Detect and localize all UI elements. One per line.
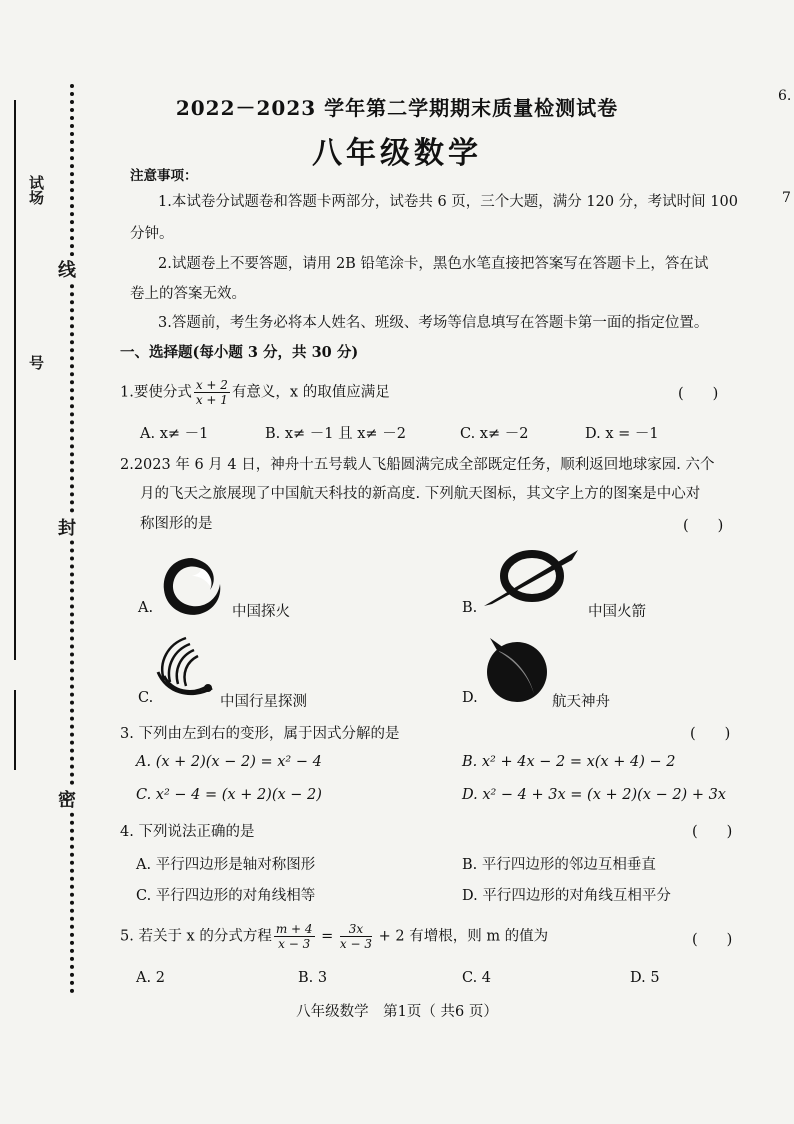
q2-option-c-caption: 中国行星探测 bbox=[220, 694, 307, 710]
notice-item-1: 1.本试卷分试题卷和答题卡两部分，试卷共 6 页，三个大题，满分 120 分，考试时间 100 bbox=[158, 194, 738, 210]
q5-fraction-left bbox=[274, 922, 315, 951]
q5-answer-paren: ( ) bbox=[692, 932, 733, 948]
q3-answer-paren: ( ) bbox=[690, 726, 731, 742]
q5-suffix: + 2 有增根，则 m 的值为 bbox=[374, 928, 549, 945]
q5-option-c: C. 4 bbox=[462, 970, 492, 986]
q5-fraction-right bbox=[340, 922, 372, 951]
section-heading: 一、选择题(每小题 3 分，共 30 分) bbox=[120, 344, 359, 361]
notice-item-2: 2.试题卷上不要答题，请用 2B 铅笔涂卡，黑色水笔直接把答案写在答题卡上，答在试 bbox=[158, 256, 709, 272]
edge-text-top: 6. bbox=[778, 88, 792, 104]
q5-option-a: A. 2 bbox=[136, 970, 165, 986]
notice-item-1-cont: 分钟。 bbox=[130, 226, 174, 242]
q5-equals: = bbox=[316, 928, 338, 945]
notice-item-3: 3.答题前，考生务必将本人姓名、班级、考场等信息填写在答题卡第一面的指定位置。 bbox=[158, 315, 709, 331]
q3-option-a: A. (x + 2)(x − 2) = x² − 4 bbox=[136, 754, 322, 770]
q4-option-c: C. 平行四边形的对角线相等 bbox=[136, 888, 316, 904]
mars-exploration-logo-icon bbox=[156, 552, 228, 622]
q5-numerator-right: 3x bbox=[340, 922, 372, 937]
question-2-line-2: 月的飞天之旅展现了中国航天科技的新高度. 下列航天图标，其文字上方的图案是中心对 bbox=[140, 486, 701, 502]
q4-option-d: D. 平行四边形的对角线互相平分 bbox=[462, 888, 671, 904]
q4-answer-paren: ( ) bbox=[692, 824, 733, 840]
q1-suffix: 有意义，x 的取值应满足 bbox=[231, 384, 390, 401]
q4-option-b: B. 平行四边形的邻边互相垂直 bbox=[462, 857, 656, 873]
q1-denominator: x + 1 bbox=[195, 393, 228, 407]
margin-label-line: 线 bbox=[58, 256, 76, 282]
q1-option-b: B. x≠ －1 且 x≠ －2 bbox=[265, 426, 406, 442]
exam-title: 2022－2023 学年第二学期期末质量检测试卷 bbox=[175, 96, 619, 120]
subject-title: 八年级数学 bbox=[312, 136, 482, 171]
q4-option-a: A. 平行四边形是轴对称图形 bbox=[136, 857, 316, 873]
q5-option-d: D. 5 bbox=[630, 970, 660, 986]
margin-label-number: 号 bbox=[27, 355, 45, 370]
q3-option-d: D. x² − 4 + 3x = (x + 2)(x − 2) + 3x bbox=[462, 787, 726, 803]
edge-text-mid: 7 bbox=[782, 190, 791, 206]
q1-numerator: x + 2 bbox=[195, 378, 228, 392]
planetary-exploration-logo-icon bbox=[150, 632, 220, 702]
q2-option-d-caption: 航天神舟 bbox=[552, 694, 610, 710]
question-1-stem bbox=[120, 378, 390, 407]
q5-option-b: B. 3 bbox=[298, 970, 328, 986]
q2-option-c-letter: C. bbox=[138, 690, 154, 706]
q2-answer-paren: ( ) bbox=[683, 518, 724, 534]
notice-item-2-cont: 卷上的答案无效。 bbox=[130, 286, 246, 302]
q5-prefix: 5. 若关于 x 的分式方程 bbox=[120, 928, 272, 945]
q1-prefix: 1.要使分式 bbox=[120, 384, 192, 401]
q1-option-c: C. x≠ －2 bbox=[460, 426, 529, 442]
margin-label-seal: 封 bbox=[58, 514, 76, 540]
question-3-stem: 3. 下列由左到右的变形，属于因式分解的是 bbox=[120, 726, 400, 742]
q3-option-c: C. x² − 4 = (x + 2)(x − 2) bbox=[136, 787, 322, 803]
page-footer: 八年级数学 第1页（ 共6 页） bbox=[296, 1004, 498, 1020]
q3-option-b: B. x² + 4x − 2 = x(x + 4) − 2 bbox=[462, 754, 676, 770]
q5-denominator-left: x − 3 bbox=[278, 937, 311, 951]
q1-answer-paren: ( ) bbox=[678, 386, 719, 402]
q2-option-b-letter: B. bbox=[462, 600, 478, 616]
q5-denominator-right: x − 3 bbox=[339, 937, 373, 951]
question-2-line-1: 2.2023 年 6 月 4 日，神舟十五号载人飞船圆满完成全部既定任务，顺利返回地球家园. 六个 bbox=[120, 457, 715, 473]
rocket-logo-icon bbox=[482, 546, 582, 610]
question-2-line-3: 称图形的是 bbox=[140, 516, 213, 532]
q2-option-d-letter: D. bbox=[462, 690, 478, 706]
shenzhou-logo-icon bbox=[484, 634, 550, 704]
notice-heading: 注意事项： bbox=[130, 168, 198, 184]
question-4-stem: 4. 下列说法正确的是 bbox=[120, 824, 255, 840]
binding-edge-line bbox=[14, 100, 16, 660]
binding-edge-line-lower bbox=[14, 690, 16, 770]
q1-option-a: A. x≠ －1 bbox=[140, 426, 209, 442]
question-5-stem bbox=[120, 922, 548, 951]
q2-option-b-caption: 中国火箭 bbox=[588, 604, 646, 620]
q1-option-d: D. x = －1 bbox=[585, 426, 659, 442]
q5-numerator-left: m + 4 bbox=[275, 922, 313, 936]
margin-label-exam-room: 试场 bbox=[27, 175, 45, 205]
q2-option-a-caption: 中国探火 bbox=[232, 604, 290, 620]
q2-option-a-letter: A. bbox=[138, 600, 154, 616]
margin-label-secret: 密 bbox=[58, 786, 76, 812]
q1-fraction bbox=[194, 378, 230, 407]
